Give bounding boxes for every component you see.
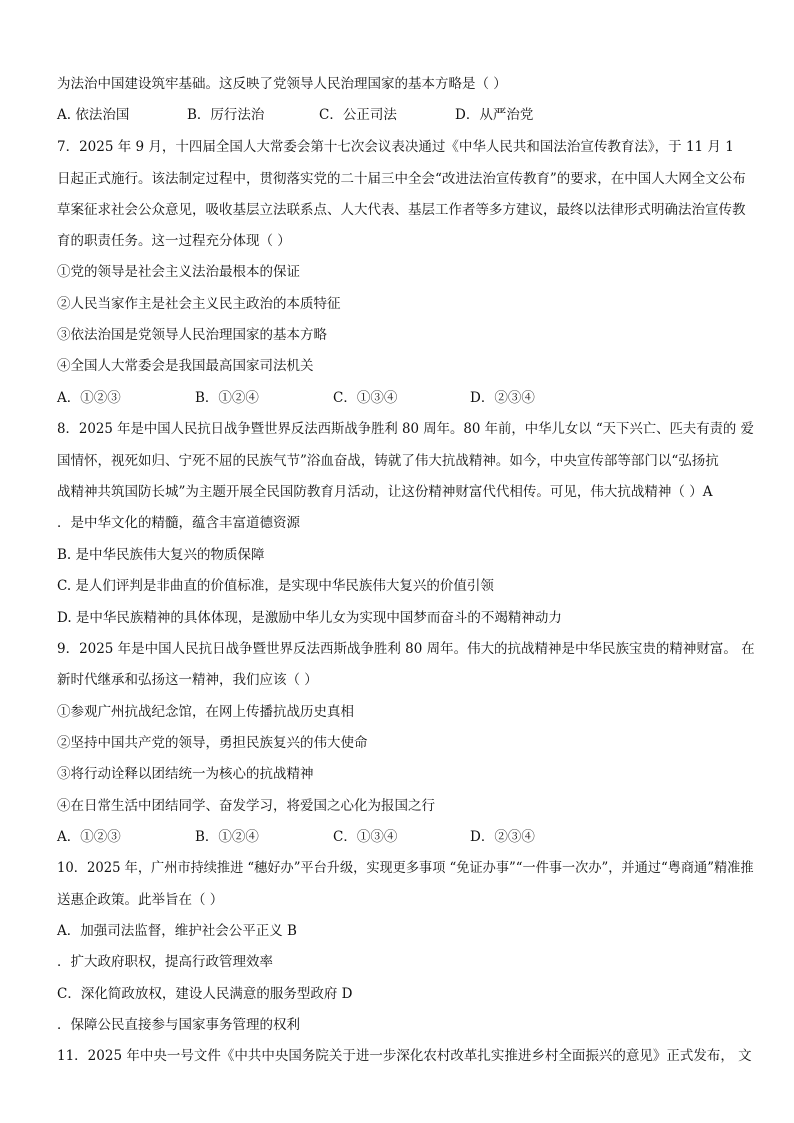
- q8-stem-line-3: 战精神共筑国防长城”为主题开展全民国防教育月活动，让这份精神财富代代相传。可见，伟大抗战精神（ ）A: [57, 484, 713, 500]
- q9-option-d: D．②③④: [470, 829, 535, 845]
- q6-stem-tail: 为法治中国建设筑牢基础。这反映了党领导人民治理国家的基本方略是（ ）: [57, 76, 507, 92]
- q9-statement-1: ①参观广州抗战纪念馆，在网上传播抗战历史真相: [57, 704, 354, 720]
- q7-statement-4: ④全国人大常委会是我国最高国家司法机关: [57, 358, 314, 374]
- q9-stem-line-1: 9．2025 年是中国人民抗日战争暨世界反法西斯战争胜利 80 周年。伟大的抗战精神是中华民族宝贵的精神财富。 在: [57, 641, 755, 657]
- q7-option-b: B．①②④: [195, 390, 259, 406]
- q7-option-a: A．①②③: [57, 390, 121, 406]
- q7-stem-line-1: 7．2025 年 9 月，十四届全国人大常委会第十七次会议表决通过《中华人民共和国法治宣传教育法》，于 11 月 1: [57, 139, 734, 155]
- q10-stem-line-1: 10．2025 年，广州市持续推进 “穗好办”平台升级，实现更多事项 “免证办事”“一件事一次办”，并通过“粤商通”精准推: [57, 860, 754, 876]
- q6-option-a: A. 依法治国: [57, 107, 130, 123]
- q9-statement-2: ②坚持中国共产党的领导，勇担民族复兴的伟大使命: [57, 735, 368, 751]
- q9-stem-line-2: 新时代继承和弘扬这一精神，我们应该（ ）: [57, 672, 318, 688]
- q10-option-a: A．加强司法监督，维护社会公平正义 B: [57, 923, 297, 939]
- q10-option-b: ．扩大政府职权，提高行政管理效率: [57, 954, 273, 970]
- q10-option-d: ．保障公民直接参与国家事务管理的权利: [57, 1017, 300, 1033]
- q9-statement-3: ③将行动诠释以团结统一为核心的抗战精神: [57, 766, 314, 782]
- q10-stem-line-2: 送惠企政策。此举旨在（ ）: [57, 892, 224, 908]
- q7-stem-line-3: 草案征求社会公众意见，吸收基层立法联系点、人大代表、基层工作者等多方建议，最终以法律形式明确法治宣传教: [57, 202, 746, 218]
- q7-option-c: C．①③④: [333, 390, 398, 406]
- q8-stem-line-2: 国情怀，视死如归、宁死不屈的民族气节”浴血奋战，铸就了伟大抗战精神。如今，中央宣传部等部门以“弘扬抗: [57, 453, 719, 469]
- q8-option-c: C. 是人们评判是非曲直的价值标准，是实现中华民族伟大复兴的价值引领: [57, 578, 494, 594]
- q8-stem-line-1: 8．2025 年是中国人民抗日战争暨世界反法西斯战争胜利 80 周年。80 年前，中华儿女以 “天下兴亡、匹夫有责的 爱: [57, 421, 754, 437]
- q7-statement-1: ①党的领导是社会主义法治最根本的保证: [57, 264, 300, 280]
- q6-option-b: B．厉行法治: [187, 107, 265, 123]
- q7-option-d: D．②③④: [470, 390, 535, 406]
- q9-option-a: A．①②③: [57, 829, 121, 845]
- q8-option-a: ．是中华文化的精髓，蕴含丰富道德资源: [57, 515, 300, 531]
- q7-statement-2: ②人民当家作主是社会主义民主政治的本质特征: [57, 296, 341, 312]
- q6-option-c: C．公正司法: [319, 107, 397, 123]
- q8-option-d: D. 是中华民族精神的具体体现，是激励中华儿女为实现中国梦而奋斗的不竭精神动力: [57, 610, 562, 626]
- q11-stem-line-1: 11．2025 年中央一号文件《中共中央国务院关于进一步深化农村改革扎实推进乡村全面振兴的意见》正式发布， 文: [57, 1048, 752, 1064]
- q9-option-c: C．①③④: [333, 829, 398, 845]
- q9-option-b: B．①②④: [195, 829, 259, 845]
- q7-stem-line-4: 育的职责任务。这一过程充分体现（ ）: [57, 233, 291, 249]
- q6-option-d: D．从严治党: [455, 107, 534, 123]
- q9-statement-4: ④在日常生活中团结同学、奋发学习，将爱国之心化为报国之行: [57, 798, 435, 814]
- q7-statement-3: ③依法治国是党领导人民治理国家的基本方略: [57, 327, 327, 343]
- q10-option-c: C．深化简政放权，建设人民满意的服务型政府 D: [57, 986, 353, 1002]
- q7-stem-line-2: 日起正式施行。该法制定过程中，贯彻落实党的二十届三中全会“改进法治宣传教育”的要求，在中国人大网全文公布: [57, 171, 746, 187]
- q8-option-b: B. 是中华民族伟大复兴的物质保障: [57, 547, 265, 563]
